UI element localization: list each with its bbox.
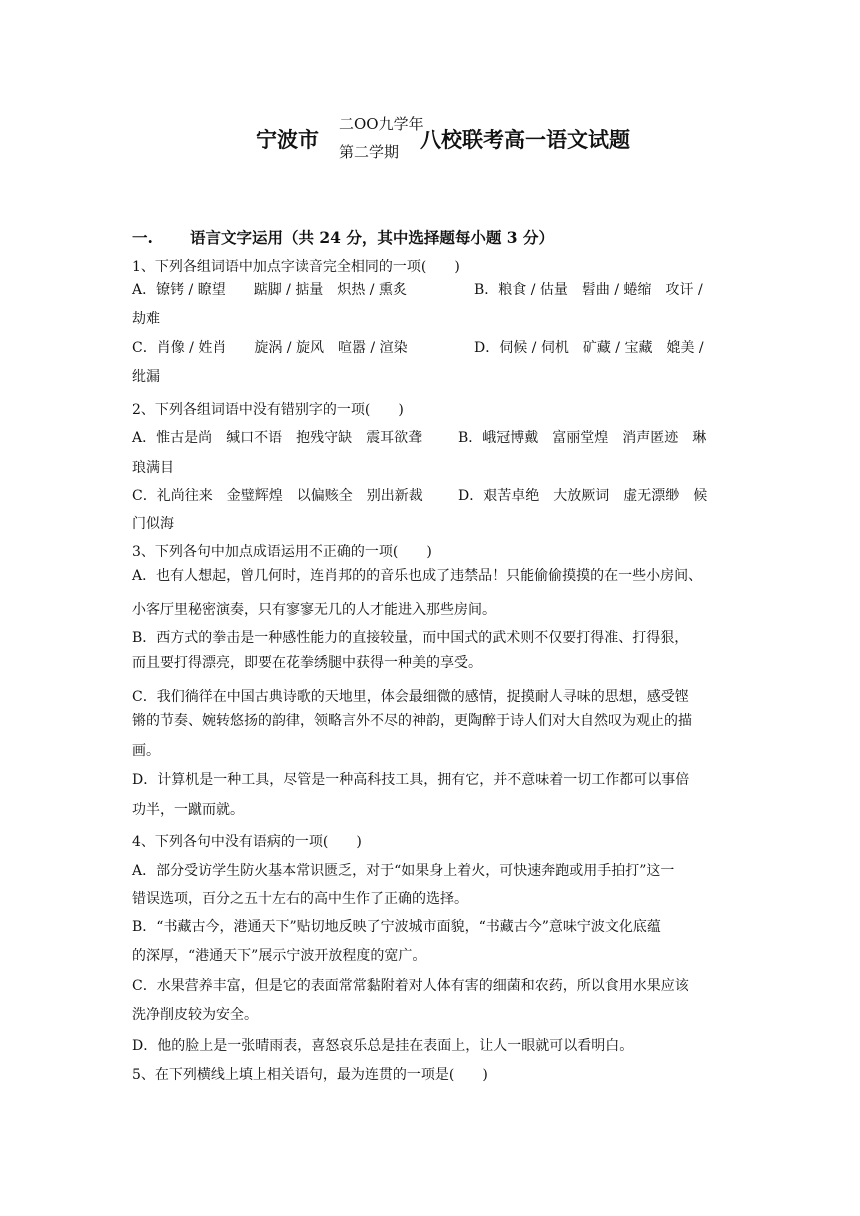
- title-city: 宁波市: [256, 127, 319, 152]
- title-year: 二OO九学年: [339, 115, 424, 133]
- title-main: 八校联考高一语文试题: [420, 127, 630, 152]
- option-line-right: B．粮食 / 估量 髫曲 / 蜷缩 攻讦 /: [474, 282, 703, 298]
- option-line-cont: 纰漏: [132, 369, 160, 385]
- option-line-cont: 锵的节奏、婉转悠扬的韵律，领略言外不尽的神韵，更陶醉于诗人们对大自然叹为观止的描: [132, 713, 692, 729]
- option-line-cont: 劫难: [132, 311, 160, 327]
- section-title: 语言文字运用（共 24 分，其中选择题每小题 3 分）: [190, 228, 554, 247]
- question-line: 5、在下列横线上填上相关语句，最为连贯的一项是( ): [132, 1067, 488, 1083]
- option-line: A．镣铐 / 瞭望 踮脚 / 掂量 炽热 / 熏炙: [132, 282, 407, 298]
- option-line: C．肖像 / 姓肖 旋涡 / 旋风 喧嚣 / 渲染: [132, 340, 408, 356]
- option-line: D．计算机是一种工具，尽管是一种高科技工具，拥有它，并不意味着一切工作都可以事倍: [132, 772, 690, 788]
- option-line-cont: 小客厅里秘密演奏，只有寥寥无几的人才能进入那些房间。: [132, 602, 496, 618]
- option-line: C．水果营养丰富，但是它的表面常常黏附着对人体有害的细菌和农药，所以食用水果应该: [132, 978, 689, 994]
- option-line: C．礼尚往来 金璧辉煌 以偏赅全 别出新裁: [132, 488, 423, 504]
- option-line-right: B．峨冠博戴 富丽堂煌 消声匿迹 琳: [458, 430, 707, 446]
- option-line-cont: 洗净削皮较为安全。: [132, 1007, 258, 1023]
- document-title: [0, 112, 860, 168]
- section-number: 一.: [132, 228, 153, 247]
- option-line: A．也有人想起，曾几何时，连肖邦的的音乐也成了违禁品！只能偷偷摸摸的在一些小房间、: [132, 568, 703, 584]
- option-line: B．西方式的拳击是一种感性能力的直接较量，而中国式的武术则不仅要打得准、打得狠，: [132, 630, 689, 646]
- option-line-cont: 的深厚，“港通天下”展示宁波开放程度的宽广。: [132, 948, 427, 964]
- section-heading: [132, 226, 554, 248]
- option-line: B．“书藏古今，港通天下”贴切地反映了宁波城市面貌，“书藏古今”意味宁波文化底蕴: [132, 919, 661, 935]
- title-term: 第二学期: [339, 143, 400, 161]
- option-line-cont: 琅满目: [132, 460, 174, 476]
- question-line: 4、下列各句中没有语病的一项( ): [132, 834, 362, 850]
- option-line: A．部分受访学生防火基本常识匮乏，对于“如果身上着火，可快速奔跑或用手拍打”这一: [132, 863, 675, 879]
- option-line-cont: 功半，一蹴而就。: [132, 802, 244, 818]
- option-line-cont: 门似海: [132, 516, 174, 532]
- option-line: D．他的脸上是一张晴雨表，喜怒哀乐总是挂在表面上，让人一眼就可以看明白。: [132, 1038, 634, 1054]
- option-line-right: D．艰苦卓绝 大放厥词 虚无漂缈 候: [458, 488, 708, 504]
- option-line: C．我们徜徉在中国古典诗歌的天地里，体会最细微的感情，捉摸耐人寻味的思想，感受铿: [132, 689, 689, 705]
- option-line-cont: 而且要打得漂亮，即要在花拳绣腿中获得一种美的享受。: [132, 655, 482, 671]
- question-line: 3、下列各句中加点成语运用不正确的一项( ): [132, 544, 432, 560]
- question-line: 1、下列各组词语中加点字读音完全相同的一项( ): [132, 259, 460, 275]
- option-line-cont: 画。: [132, 743, 160, 759]
- question-line: 2、下列各组词语中没有错别字的一项( ): [132, 402, 404, 418]
- option-line-right: D．伺候 / 伺机 矿藏 / 宝藏 媲美 /: [474, 340, 704, 356]
- option-line-cont: 错误选项，百分之五十左右的高中生作了正确的选择。: [132, 891, 468, 907]
- option-line: A．惟古是尚 缄口不语 抱残守缺 震耳欲聋: [132, 430, 423, 446]
